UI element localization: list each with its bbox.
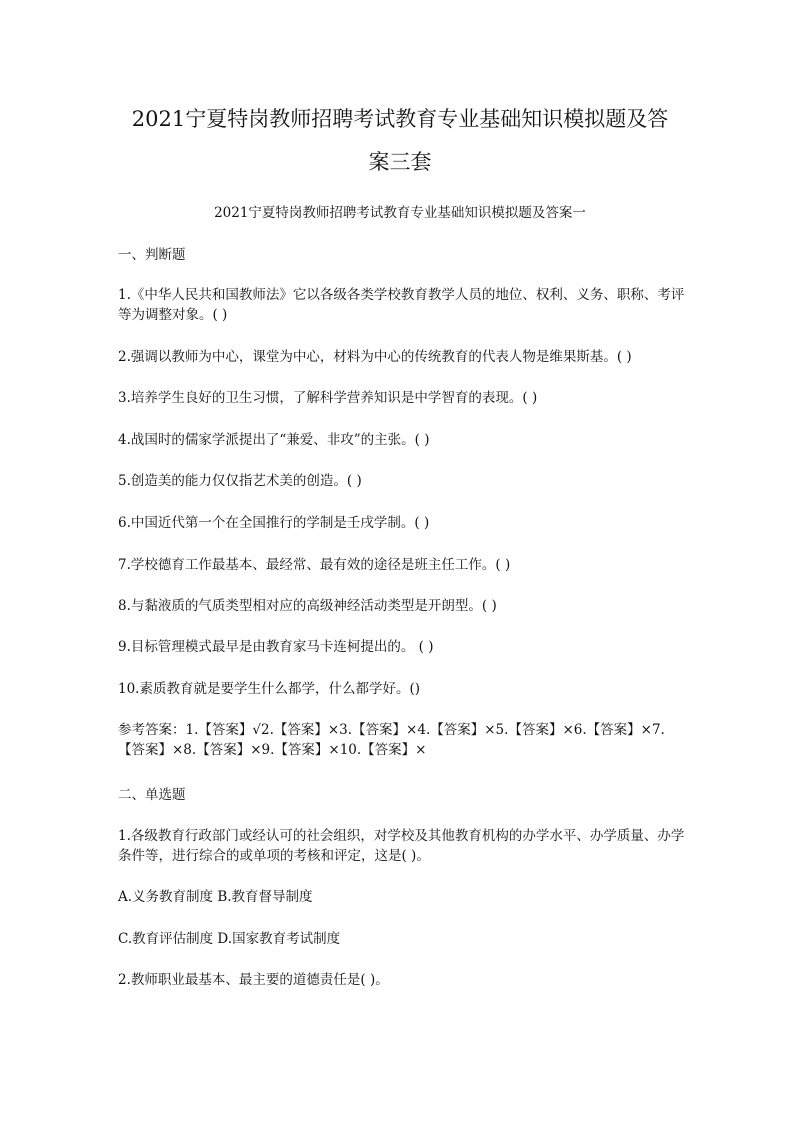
question-item-9: 9.目标管理模式最早是由教育家马卡连柯提出的。 ( ) <box>118 639 434 655</box>
section-heading-true-false: 一、判断题 <box>118 247 186 263</box>
document-subtitle: 2021宁夏特岗教师招聘考试教育专业基础知识模拟题及答案一 <box>214 205 586 221</box>
section-heading-single-choice: 二、单选题 <box>118 787 186 803</box>
question-item-7: 7.学校德育工作最基本、最经常、最有效的途径是班主任工作。( ) <box>118 557 511 573</box>
single-choice-question-1: 1.各级教育行政部门或经认可的社会组织，对学校及其他教育机构的办学水平、办学质量、办学条件等，进行综合的或单项的考核和评定，这是( )。 <box>118 828 685 864</box>
question-item-8: 8.与黏液质的气质类型相对应的高级神经活动类型是开朗型。( ) <box>118 598 497 614</box>
question-item-5: 5.创造美的能力仅仅指艺术美的创造。( ) <box>118 473 362 489</box>
question-item-4: 4.战国时的儒家学派提出了“兼爱、非攻”的主张。( ) <box>118 432 430 448</box>
document-title-line-1: 2021宁夏特岗教师招聘考试教育专业基础知识模拟题及答 <box>131 107 669 131</box>
single-choice-options-row-1: A.义务教育制度 B.教育督导制度 <box>118 889 313 905</box>
question-item-10: 10.素质教育就是要学生什么都学，什么都学好。() <box>118 681 421 697</box>
single-choice-question-2: 2.教师职业最基本、最主要的道德责任是( )。 <box>118 972 389 988</box>
answer-key: 参考答案：1.【答案】√2.【答案】×3.【答案】×4.【答案】×5.【答案】×6.【答案】×7.【答案】×8.【答案】×9.【答案】×10.【答案】× <box>118 722 665 758</box>
question-item-6: 6.中国近代第一个在全国推行的学制是壬戌学制。( ) <box>118 515 430 531</box>
single-choice-options-row-2: C.教育评估制度 D.国家教育考试制度 <box>118 931 341 947</box>
document-title-line-2: 案三套 <box>368 150 432 174</box>
question-item-2: 2.强调以教师为中心，课堂为中心，材料为中心的传统教育的代表人物是维果斯基。( ) <box>118 349 632 365</box>
question-item-3: 3.培养学生良好的卫生习惯，了解科学营养知识是中学智育的表现。( ) <box>118 390 538 406</box>
question-item-1: 1.《中华人民共和国教师法》它以各级各类学校教育教学人员的地位、权利、义务、职称、考评等为调整对象。( ) <box>118 287 685 323</box>
